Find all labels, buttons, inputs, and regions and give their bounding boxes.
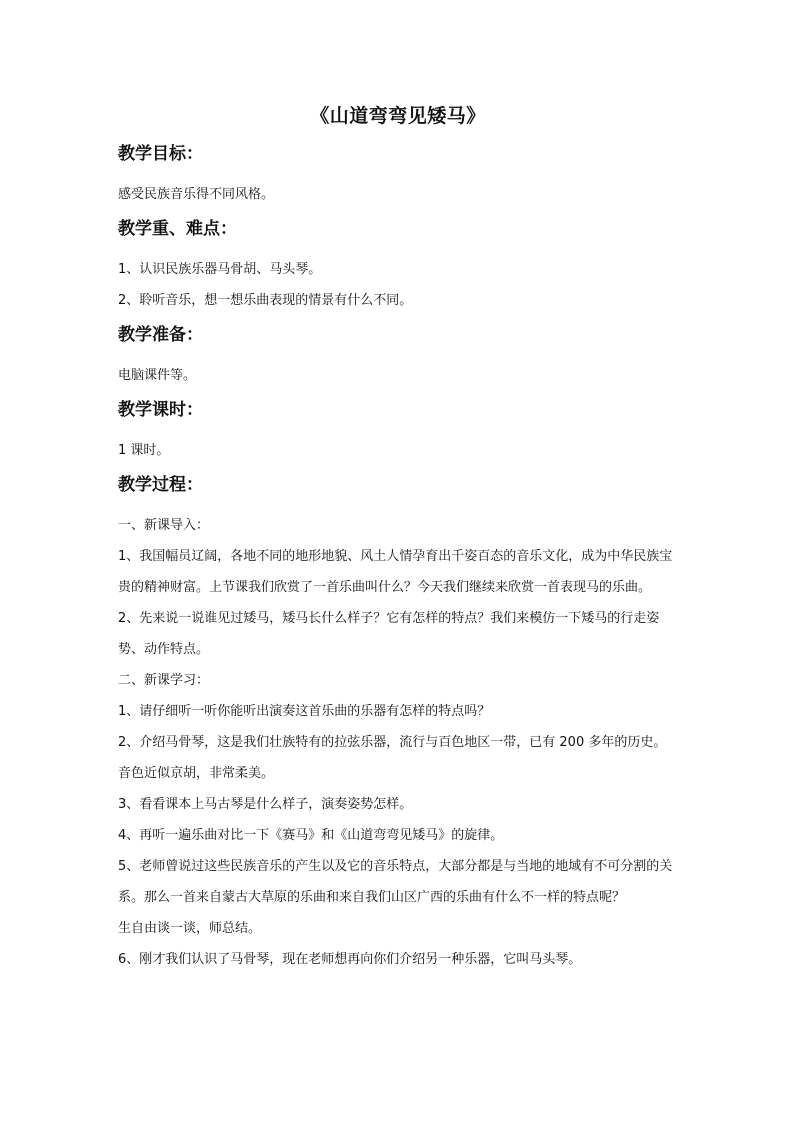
key-point-item: 1、认识民族乐器马骨胡、马头琴。 — [118, 262, 322, 277]
hours-heading: 教学课时： — [118, 400, 203, 420]
document-title: 《山道弯弯见矮马》 — [310, 105, 486, 127]
preparation-text: 电脑课件等。 — [118, 368, 197, 383]
key-points-heading: 教学重、难点： — [118, 219, 237, 239]
process-item: 5、老师曾说过这些民族音乐的产生以及它的音乐特点，大部分都是与当地的地域有不可分割的关系。那么一首来自蒙古大草原的乐曲和来自我们山区广西的乐曲有什么不一样的特点呢？ — [118, 859, 673, 905]
process-item: 2、先来说一说谁见过矮马，矮马长什么样子？它有怎样的特点？我们来模仿一下矮马的行走姿势、动作特点。 — [118, 611, 660, 657]
objective-text: 感受民族音乐得不同风格。 — [118, 187, 275, 202]
process-item: 3、看看课本上马古琴是什么样子，演奏姿势怎样。 — [118, 797, 413, 812]
process-item: 生自由谈一谈，师总结。 — [118, 921, 262, 936]
process-item: 1、我国幅员辽阔，各地不同的地形地貌、风土人情孕育出千姿百态的音乐文化，成为中华民族宝贵的精神财富。上节课我们欣赏了一首乐曲叫什么？今天我们继续来欣赏一首表现马的乐曲。 — [118, 549, 673, 595]
objective-heading: 教学目标： — [118, 144, 203, 164]
process-part1-title: 一、新课导入： — [118, 518, 210, 533]
hours-text: 1 课时。 — [118, 443, 170, 458]
key-point-item: 2、聆听音乐，想一想乐曲表现的情景有什么不同。 — [118, 293, 413, 308]
process-part2-title: 二、新课学习： — [118, 673, 210, 688]
process-item: 1、请仔细听一听你能听出演奏这首乐曲的乐器有怎样的特点吗？ — [118, 704, 491, 719]
process-heading: 教学过程： — [118, 475, 203, 495]
process-item: 4、再听一遍乐曲对比一下《赛马》和《山道弯弯见矮马》的旋律。 — [118, 828, 504, 843]
process-item: 6、刚才我们认识了马骨琴，现在老师想再向你们介绍另一种乐器，它叫马头琴。 — [118, 952, 582, 967]
preparation-heading: 教学准备： — [118, 325, 203, 345]
document-content — [118, 102, 678, 975]
process-item: 2、介绍马骨琴，这是我们壮族特有的拉弦乐器，流行与百色地区一带，已有 200 多年的历史。音色近似京胡，非常柔美。 — [118, 735, 667, 781]
